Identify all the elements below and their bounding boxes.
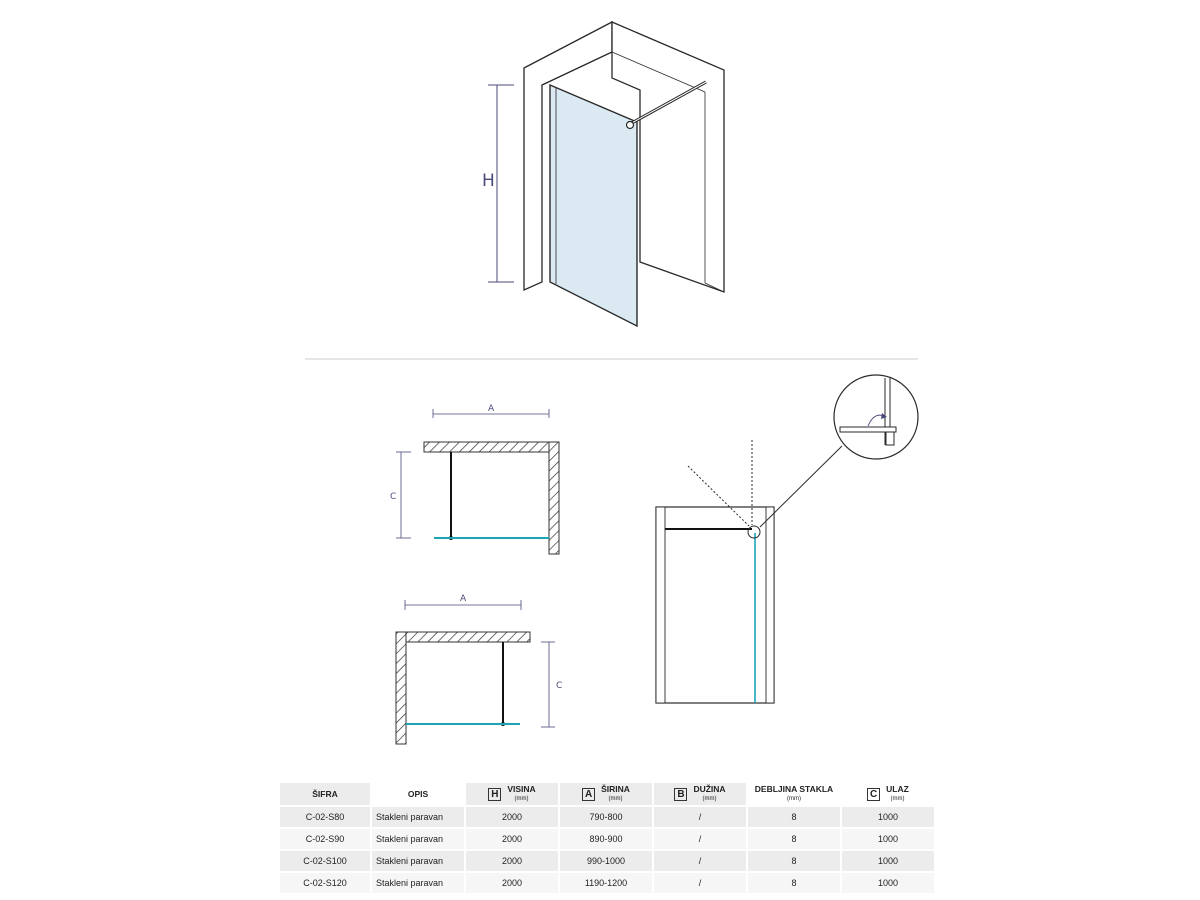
cell-ulaz: 1000 xyxy=(842,851,934,871)
side-wall-hatch xyxy=(549,442,559,554)
cell-sifra: C-02-S100 xyxy=(280,851,370,871)
badge-c: C xyxy=(867,788,880,801)
cell-sifra: C-02-S80 xyxy=(280,807,370,827)
table-row xyxy=(280,851,920,871)
table-row xyxy=(280,873,920,893)
header-visina xyxy=(466,783,558,805)
height-dimension xyxy=(482,85,514,282)
header-visina-unit: (mm) xyxy=(514,796,529,802)
cell-sirina: 790-800 xyxy=(560,807,652,827)
cell-duzina: / xyxy=(654,829,746,849)
table-header-row xyxy=(280,783,920,805)
header-ulaz xyxy=(842,783,934,805)
isometric-view xyxy=(482,22,724,326)
badge-a: A xyxy=(582,788,595,801)
header-debljina-unit: (mm) xyxy=(786,796,801,802)
cell-debljina: 8 xyxy=(748,851,840,871)
header-debljina-label: DEBLJINA STAKLA xyxy=(754,784,834,794)
cell-ulaz: 1000 xyxy=(842,829,934,849)
header-duzina xyxy=(654,783,746,805)
width-label-top: A xyxy=(488,404,495,414)
table-row xyxy=(280,829,920,849)
spec-table xyxy=(280,783,920,895)
depth-label-bottom: C xyxy=(556,681,563,691)
cell-opis: Stakleni paravan xyxy=(372,807,464,827)
header-sirina xyxy=(560,783,652,805)
header-sifra xyxy=(280,783,370,805)
width-label-bottom: A xyxy=(460,594,467,604)
cell-visina: 2000 xyxy=(466,829,558,849)
cell-visina: 2000 xyxy=(466,807,558,827)
cell-visina: 2000 xyxy=(466,851,558,871)
back-wall-hatch xyxy=(424,442,559,452)
cell-duzina: / xyxy=(654,807,746,827)
cell-visina: 2000 xyxy=(466,873,558,893)
cell-ulaz: 1000 xyxy=(842,807,934,827)
cell-opis: Stakleni paravan xyxy=(372,851,464,871)
header-ulaz-unit: (mm) xyxy=(890,796,905,802)
plan-view-right-wall xyxy=(390,404,559,554)
header-sifra-label: ŠIFRA xyxy=(312,789,338,799)
cell-duzina: / xyxy=(654,851,746,871)
cell-debljina: 8 xyxy=(748,829,840,849)
cell-ulaz: 1000 xyxy=(842,873,934,893)
header-visina-label: VISINA xyxy=(507,784,536,794)
height-label: H xyxy=(482,171,495,191)
header-debljina xyxy=(748,783,840,805)
header-sirina-label: ŠIRINA xyxy=(601,784,630,794)
badge-b: B xyxy=(674,788,687,801)
back-wall-hatch-2 xyxy=(396,632,530,642)
plan-view-left-wall xyxy=(396,594,562,744)
cell-opis: Stakleni paravan xyxy=(372,873,464,893)
side-wall-hatch-2 xyxy=(396,632,406,744)
cell-sirina: 890-900 xyxy=(560,829,652,849)
header-sirina-unit: (mm) xyxy=(608,796,623,802)
cell-duzina: / xyxy=(654,873,746,893)
cell-sirina: 990-1000 xyxy=(560,851,652,871)
header-opis xyxy=(372,783,464,805)
detail-callout xyxy=(834,375,918,459)
shower-tray xyxy=(656,507,774,703)
depth-label-top: C xyxy=(390,492,397,502)
header-ulaz-label: ULAZ xyxy=(886,784,909,794)
glass-panel xyxy=(550,85,637,326)
header-duzina-unit: (mm) xyxy=(702,796,717,802)
header-opis-label: OPIS xyxy=(407,789,429,799)
cell-sifra: C-02-S90 xyxy=(280,829,370,849)
cell-sirina: 1190-1200 xyxy=(560,873,652,893)
header-duzina-label: DUŽINA xyxy=(693,784,726,794)
badge-h: H xyxy=(488,788,501,801)
tray-view-with-detail xyxy=(656,375,918,703)
cell-sifra: C-02-S120 xyxy=(280,873,370,893)
cell-debljina: 8 xyxy=(748,807,840,827)
table-row xyxy=(280,807,920,827)
cell-opis: Stakleni paravan xyxy=(372,829,464,849)
cell-debljina: 8 xyxy=(748,873,840,893)
